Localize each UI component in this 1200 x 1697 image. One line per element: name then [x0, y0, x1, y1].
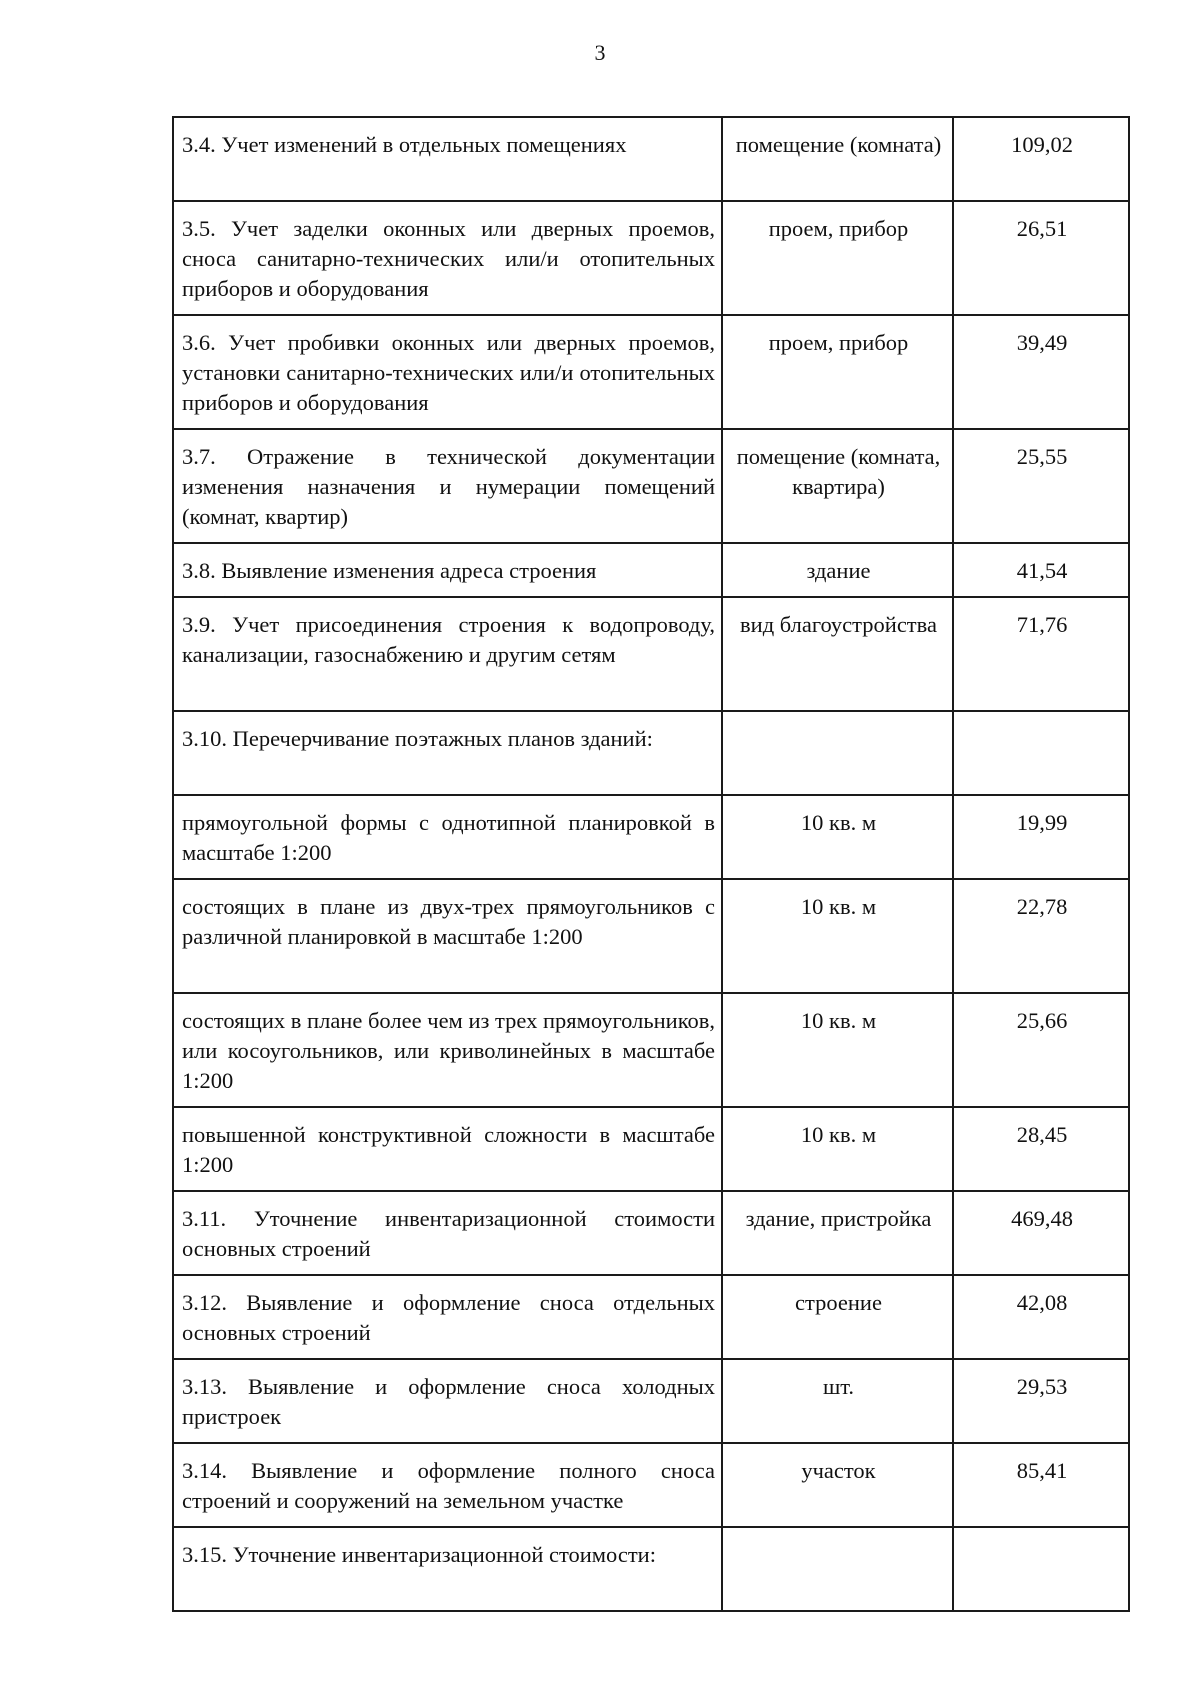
- unit-of-measure-cell: здание, пристройка: [722, 1191, 953, 1275]
- price-cell: 26,51: [953, 201, 1129, 315]
- service-description-cell: состоящих в плане более чем из трех прямоугольников, или косоугольников, или криволинейных в масштабе 1:200: [173, 993, 722, 1107]
- unit-of-measure-cell: [722, 1527, 953, 1611]
- service-description-cell: 3.12. Выявление и оформление сноса отдельных основных строений: [173, 1275, 722, 1359]
- unit-of-measure-cell: 10 кв. м: [722, 795, 953, 879]
- table-row: [173, 543, 1129, 597]
- unit-of-measure-cell: [722, 711, 953, 795]
- table-row: [173, 711, 1129, 795]
- service-description-cell: прямоугольной формы с однотипной планировкой в масштабе 1:200: [173, 795, 722, 879]
- table-row: [173, 117, 1129, 201]
- service-description-cell: 3.7. Отражение в технической документации изменения назначения и нумерации помещений (комнат, квартир): [173, 429, 722, 543]
- table-row: [173, 201, 1129, 315]
- table-row: [173, 429, 1129, 543]
- service-description-cell: 3.13. Выявление и оформление сноса холодных пристроек: [173, 1359, 722, 1443]
- table-row: [173, 993, 1129, 1107]
- price-cell: 28,45: [953, 1107, 1129, 1191]
- table-row: [173, 795, 1129, 879]
- unit-of-measure-cell: помещение (комната, квартира): [722, 429, 953, 543]
- unit-of-measure-cell: 10 кв. м: [722, 879, 953, 993]
- table-row: [173, 1359, 1129, 1443]
- price-cell: 29,53: [953, 1359, 1129, 1443]
- table-row: [173, 1527, 1129, 1611]
- table-row: [173, 1275, 1129, 1359]
- unit-of-measure-cell: строение: [722, 1275, 953, 1359]
- service-description-cell: 3.6. Учет пробивки оконных или дверных проемов, установки санитарно-технических или/и отопительных приборов и оборудования: [173, 315, 722, 429]
- unit-of-measure-cell: проем, прибор: [722, 201, 953, 315]
- price-cell: 39,49: [953, 315, 1129, 429]
- table-row: [173, 879, 1129, 993]
- page-number: 3: [594, 40, 606, 65]
- unit-of-measure-cell: здание: [722, 543, 953, 597]
- table-row: [173, 1191, 1129, 1275]
- price-cell: 109,02: [953, 117, 1129, 201]
- service-description-cell: 3.4. Учет изменений в отдельных помещениях: [173, 117, 722, 201]
- service-description-cell: 3.10. Перечерчивание поэтажных планов зданий:: [173, 711, 722, 795]
- price-cell: [953, 1527, 1129, 1611]
- unit-of-measure-cell: помещение (комната): [722, 117, 953, 201]
- price-cell: 19,99: [953, 795, 1129, 879]
- table-row: [173, 1107, 1129, 1191]
- price-cell: 469,48: [953, 1191, 1129, 1275]
- tariff-table: [172, 116, 1130, 1612]
- price-cell: 41,54: [953, 543, 1129, 597]
- service-description-cell: 3.15. Уточнение инвентаризационной стоимости:: [173, 1527, 722, 1611]
- unit-of-measure-cell: 10 кв. м: [722, 1107, 953, 1191]
- price-cell: 22,78: [953, 879, 1129, 993]
- service-description-cell: 3.9. Учет присоединения строения к водопроводу, канализации, газоснабжению и другим сетям: [173, 597, 722, 711]
- unit-of-measure-cell: проем, прибор: [722, 315, 953, 429]
- unit-of-measure-cell: вид благоустройства: [722, 597, 953, 711]
- table-row: [173, 315, 1129, 429]
- service-description-cell: состоящих в плане из двух-трех прямоугольников с различной планировкой в масштабе 1:200: [173, 879, 722, 993]
- price-cell: 71,76: [953, 597, 1129, 711]
- table-row: [173, 1443, 1129, 1527]
- unit-of-measure-cell: 10 кв. м: [722, 993, 953, 1107]
- price-cell: 85,41: [953, 1443, 1129, 1527]
- service-description-cell: 3.11. Уточнение инвентаризационной стоимости основных строений: [173, 1191, 722, 1275]
- price-cell: 25,55: [953, 429, 1129, 543]
- service-description-cell: 3.14. Выявление и оформление полного сноса строений и сооружений на земельном участке: [173, 1443, 722, 1527]
- price-cell: [953, 711, 1129, 795]
- price-cell: 42,08: [953, 1275, 1129, 1359]
- service-description-cell: 3.5. Учет заделки оконных или дверных проемов, сноса санитарно-технических или/и отопительных приборов и оборудования: [173, 201, 722, 315]
- service-description-cell: повышенной конструктивной сложности в масштабе 1:200: [173, 1107, 722, 1191]
- table-row: [173, 597, 1129, 711]
- service-description-cell: 3.8. Выявление изменения адреса строения: [173, 543, 722, 597]
- tariff-table-body: [173, 117, 1129, 1611]
- unit-of-measure-cell: шт.: [722, 1359, 953, 1443]
- price-cell: 25,66: [953, 993, 1129, 1107]
- unit-of-measure-cell: участок: [722, 1443, 953, 1527]
